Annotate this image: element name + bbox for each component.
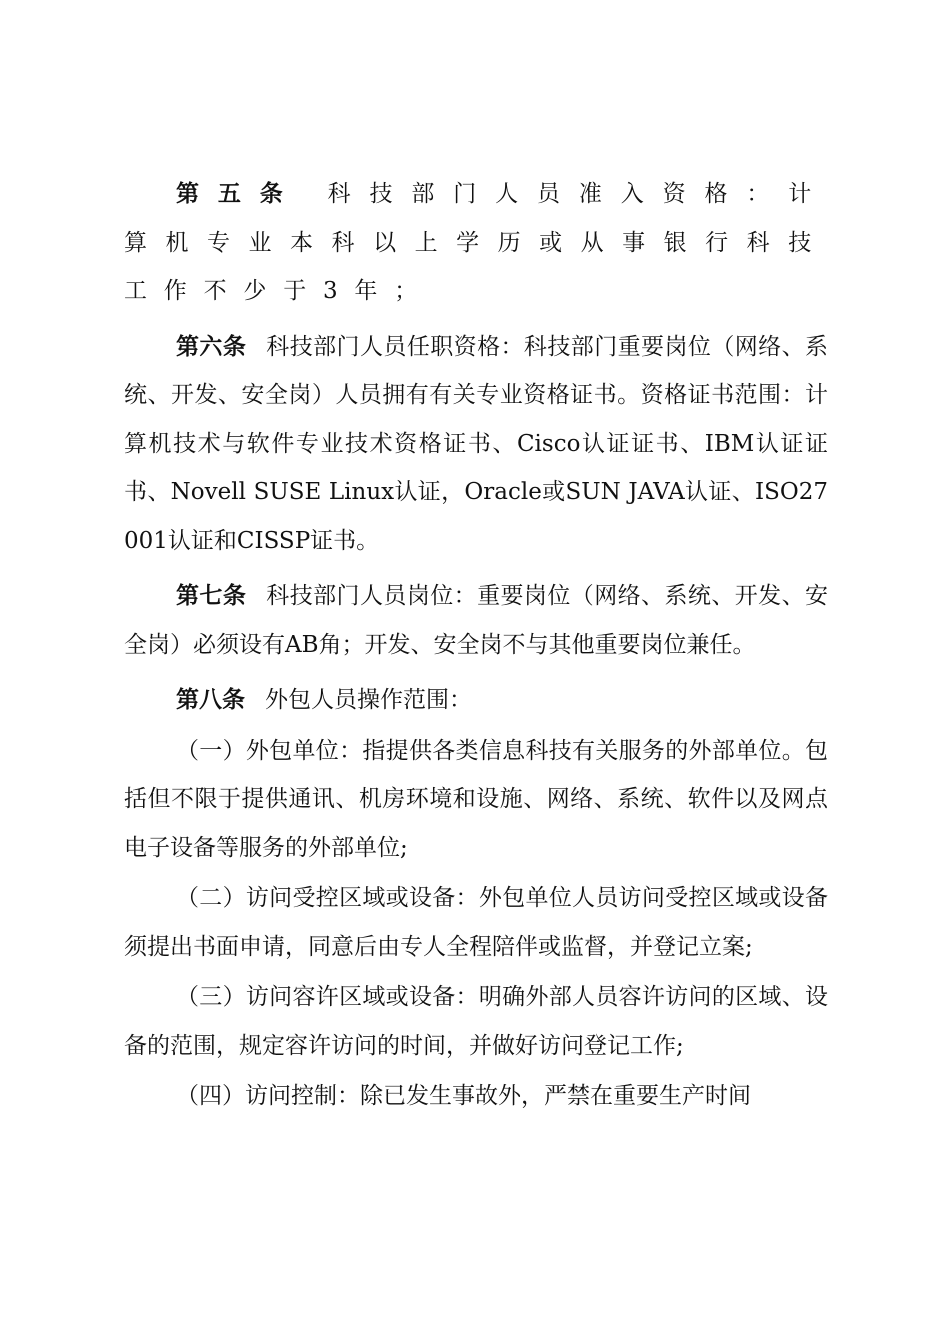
- article-body: 科技部门人员岗位：重要岗位（网络、系统、开发、安全岗）必须设有AB角；开发、安全岗不与其他重要岗位兼任。: [124, 583, 829, 658]
- clause-body: （四）访问控制：除已发生事故外，严禁在重要生产时间: [176, 1083, 751, 1109]
- article-7-paragraph: [124, 572, 828, 669]
- article-6-paragraph: [124, 323, 828, 566]
- clause-4-paragraph: [124, 1072, 828, 1121]
- clause-1-paragraph: [124, 727, 828, 873]
- clause-body: （三）访问容许区域或设备：明确外部人员容许访问的区域、设备的范围，规定容许访问的时间，并做好访问登记工作;: [124, 984, 828, 1059]
- article-body: 外包人员操作范围：: [265, 687, 472, 713]
- article-heading: 第六条: [176, 332, 247, 360]
- clause-body: （一）外包单位：指提供各类信息科技有关服务的外部单位。包括但不限于提供通讯、机房环境和设施、网络、系统、软件以及网点电子设备等服务的外部单位;: [124, 737, 828, 861]
- document-page: [124, 170, 828, 1121]
- article-heading: 第五条: [176, 180, 302, 207]
- article-heading: 第七条: [176, 582, 247, 609]
- article-heading: 第八条: [176, 686, 245, 713]
- clause-2-paragraph: [124, 874, 828, 971]
- clause-3-paragraph: [124, 973, 828, 1070]
- clause-body: （二）访问受控区域或设备：外包单位人员访问受控区域或设备须提出书面申请，同意后由专人全程陪伴或监督，并登记立案;: [124, 885, 828, 960]
- article-8-paragraph: [124, 676, 828, 725]
- article-body: 科技部门人员准入资格：计算机专业本科以上学历或从事银行科技工作不少于3年；: [124, 181, 828, 304]
- article-5-paragraph: [124, 170, 828, 316]
- article-body: 科技部门人员任职资格：科技部门重要岗位（网络、系统、开发、安全岗）人员拥有有关专业资格证书。资格证书范围：计算机技术与软件专业技术资格证书、Cisco认证证书、IBM认证证书、Novell SUSE Linux认证，Oracle或SUN JAVA认证、ISO27001认证和CISSP证书。: [124, 333, 829, 554]
